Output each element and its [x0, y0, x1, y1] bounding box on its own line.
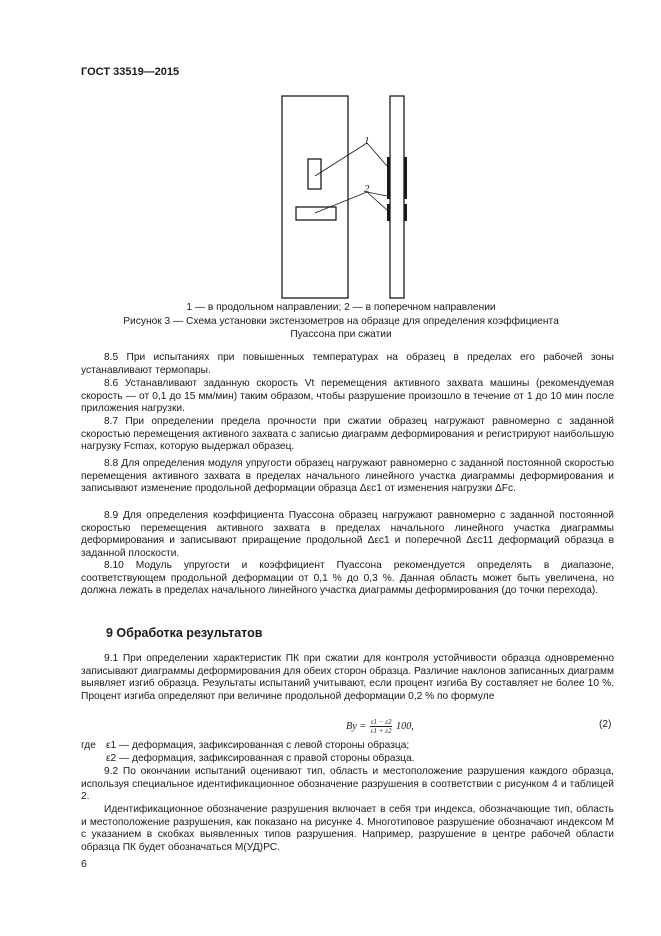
formula-lhs: By =: [346, 720, 367, 732]
bend-formula: [346, 718, 414, 735]
page-number: 6: [81, 858, 87, 870]
formula-fraction: [370, 718, 393, 735]
definition-eps1: ε1 — деформация, зафиксированная с левой стороны образца;: [106, 740, 410, 751]
standard-header: ГОСТ 33519—2015: [81, 66, 180, 78]
transverse-extensometer: [296, 207, 336, 220]
figure-3-diagram: [270, 88, 430, 300]
paragraph-8-5: 8.5 При испытаниях при повышенных температурах на образец в пределах его рабочей зоны устанавливают термопары.: [81, 352, 614, 376]
side-extensometer-1: [387, 157, 390, 199]
paragraph-failure-id: Идентификационное обозначение разрушения включает в себя три индекса, обозначающие тип, область и местоположение разрушения, как показано на рисунке 4. Многотиповое разрушение обозначают индексом М с указанием в скобках выявленных типов разрушения. Например, разрушение в центре рабочей области образца ПК будет обозначаться М(УД)РС.: [81, 804, 614, 853]
paragraph-8-7: 8.7 При определении предела прочности при сжатии образец нагружают равномерно с заданной скоростью перемещения активного захвата с записью диаграмм деформирования и регистрируют наибольшую нагрузку Fcmax, которую выдержал образец.: [81, 416, 614, 453]
specimen-front-view: [282, 96, 348, 298]
equation-number: (2): [599, 719, 612, 730]
formula-rhs: 100,: [396, 720, 414, 732]
side-extensometer-4: [404, 204, 407, 221]
formula-numerator: ε1 − ε2: [370, 718, 392, 726]
figure-caption-cont: Пуассона при сжатии: [290, 329, 392, 340]
callout-label-2: 2: [364, 183, 370, 195]
leader-line: [315, 143, 367, 176]
figure-legend: 1 — в продольном направлении; 2 — в поперечном направлении: [186, 302, 496, 313]
paragraph-9-2: 9.2 По окончании испытаний оценивают тип, область и местоположение разрушения каждого образца, используя специальное идентификационное обозначение разрушения в соответствии с рисунком 4 и таблицей 2.: [81, 766, 614, 803]
paragraph-8-8: 8.8 Для определения модуля упругости образец нагружают равномерно с заданной постоянной скоростью перемещения активного захвата в пределах начального линейного участка диаграммы деформирования и записывают изменение продольной деформации образца Δεc1 от изменения нагрузки ΔFc.: [81, 458, 614, 495]
section-9-title: 9 Обработка результатов: [106, 626, 263, 640]
side-extensometer-3: [387, 204, 390, 221]
leader-line: [367, 192, 387, 210]
definition-eps2: ε2 — деформация, зафиксированная с правой стороны образца.: [106, 753, 415, 764]
leader-line: [367, 143, 387, 166]
paragraph-8-10: 8.10 Модуль упругости и коэффициент Пуассона рекомендуется определять в диапазоне, соответствующем продольной деформации от 0,1 % до 0,3 %. Данная область может быть увеличена, но должна лежать в пределах начального линейного участка диаграммы деформирования (до точки перехода).: [81, 560, 614, 597]
leader-line: [367, 192, 387, 196]
longitudinal-extensometer: [308, 159, 321, 189]
paragraph-8-6: 8.6 Устанавливают заданную скорость Vt перемещения активного захвата машины (рекомендуемая скорость — от 0,1 до 15 мм/мин) таким образом, чтобы разрушение произошло в течение от 1 до 10 мин после приложения нагрузки.: [81, 378, 614, 415]
formula-denominator: ε1 + ε2: [370, 727, 392, 735]
leader-line: [315, 192, 367, 213]
paragraph-8-9: 8.9 Для определения коэффициента Пуассона образец нагружают равномерно с заданной постоянной скоростью перемещения активного захвата в пределах начального линейного участка диаграммы деформирования и записывают приращение продольной Δεc1 и поперечной Δεc11 деформаций образца в заданной плоскости.: [81, 510, 614, 559]
specimen-side-view: [390, 96, 404, 298]
callout-label-1: 1: [364, 135, 370, 147]
side-extensometer-2: [404, 157, 407, 199]
paragraph-9-1: 9.1 При определении характеристик ПК при сжатии для контроля устойчивости образца одновременно записывают диаграммы деформирования для обеих сторон образца. Различие наклонов записанных диаграмм выявляет изгиб образца. Результаты испытаний учитывают, если процент изгиба By составляет не более 10 %. Процент изгиба определяют при величине продольной деформации 0,2 % по формуле: [81, 653, 614, 702]
figure-caption: Рисунок 3 — Схема установки экстензометров на образце для определения коэффициента: [123, 316, 559, 327]
where-label: где: [81, 740, 96, 751]
